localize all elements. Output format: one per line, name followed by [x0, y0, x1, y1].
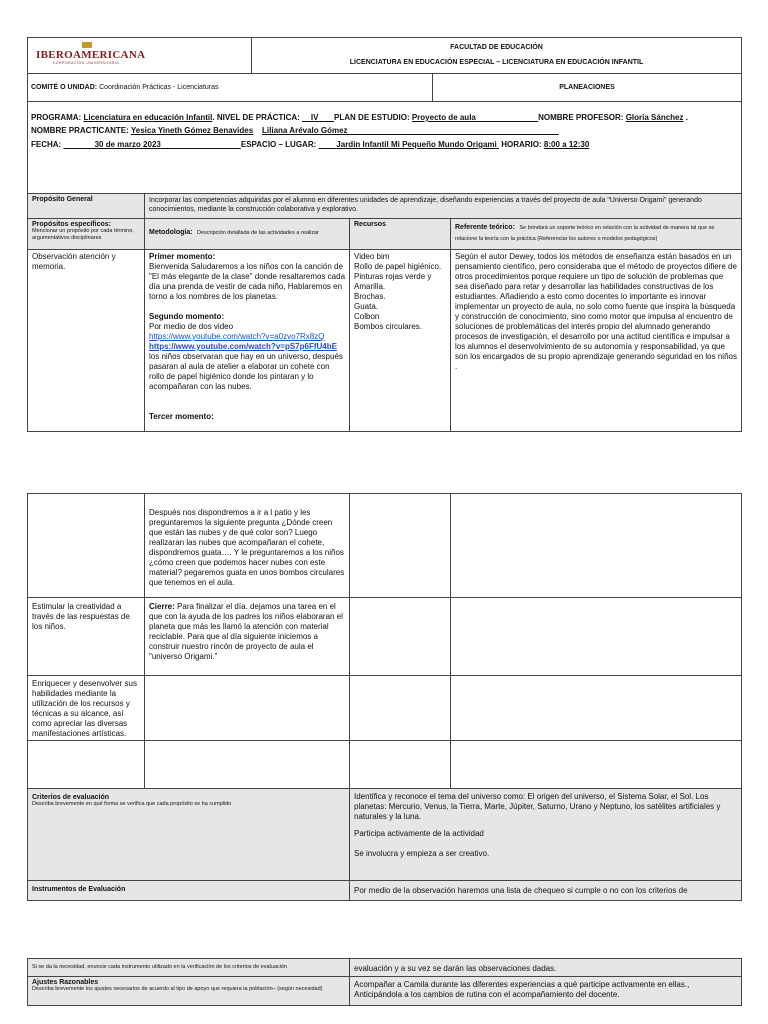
- instrumentos-text-cell: [349, 880, 742, 901]
- recurso-item: Guata.: [354, 302, 379, 311]
- fecha-label: FECHA:: [31, 140, 62, 149]
- recursos-1-cell: [349, 249, 451, 432]
- especificos-hint: Mencionar un propósito por cada término, argumentativos disciplinares: [32, 228, 134, 241]
- metodologia-1: [145, 250, 349, 424]
- info-line-1: PROGRAMA: Licenciatura en educación Infantil. NIVEL DE PRÁCTICA: IV PLAN DE ESTUDIO: Proyecto de aula NOMBRE PROFESOR: Gloria Sánchez .: [31, 113, 688, 122]
- plan-value: Proyecto de aula: [411, 113, 476, 122]
- espacio-label: ESPACIO – LUGAR:: [240, 140, 317, 149]
- info-line-2: [31, 126, 559, 136]
- p2-metodologia-cell-3: [144, 675, 350, 741]
- logo-subtext: CORPORACIÓN UNIVERSITARIA: [52, 61, 120, 65]
- p2-proposito-cell-1: [27, 493, 145, 598]
- p2-referente-cell-3: [450, 675, 742, 741]
- p2-metodologia-cell-1: [144, 493, 350, 598]
- proposito-general-text-cell: [144, 193, 742, 219]
- p2-metodologia-cell-2: [144, 597, 350, 676]
- primer-momento-label: Primer momento:: [149, 252, 216, 261]
- criterios-text-1: Identifica y reconoce el tema del universo como: El origen del universo, el Sistema Solar, el Sol. Los planetas: Mercurio, Venus, la Tierra, Marte, Júpiter, Saturno, Urano y Neptuno, los satélites artificiales y naturales y la luna.: [354, 792, 721, 821]
- horario-value: 8:00 a 12:30: [543, 140, 590, 149]
- info-line-3: [31, 140, 589, 150]
- p2-recursos-cell-2: [349, 597, 451, 676]
- p2-referente-cell-4: [450, 740, 742, 789]
- criterios-text-cell: [349, 788, 742, 881]
- criterios-text-2: Participa activamente de la actividad: [354, 829, 484, 838]
- profesor-value: Gloria Sánchez: [625, 113, 684, 122]
- ajustes-label-cell: [27, 976, 350, 1006]
- committee-label: COMITÉ O UNIDAD:: [31, 84, 98, 91]
- proposito-1-text: Observación atención y memoria.: [32, 252, 116, 271]
- recursos-list: [350, 250, 450, 334]
- metodologia-hint: Descripción detallada de las actividades a realizar: [197, 230, 319, 236]
- referente-label: Referente teórico:: [455, 224, 515, 231]
- metodologia-label: Metodología:: [149, 229, 193, 236]
- metodologia-1-cell: [144, 249, 350, 432]
- recurso-item: Amarilla.: [354, 282, 386, 291]
- committee-field: [31, 84, 219, 91]
- recurso-item: Brochas.: [354, 292, 386, 301]
- p2-proposito-cell-3: [27, 675, 145, 741]
- cierre-text: Para finalizar el día. dejamos una tarea en el que con la ayuda de los padres los niños elaboraran el planeta que más les llamó la atención con material reciclable. Para que al día siguiente iniciemos a construir nuestro rincón de proyecto de aula el "universo Origami.": [149, 602, 343, 661]
- metodologia-header-cell: [144, 218, 350, 250]
- segundo-momento-label: Segundo momento:: [149, 312, 225, 321]
- proposito-general-text: Incorporar las competencias adquiridas por el alumno en diferentes unidades de aprendizaje, diseñando experiencias a través del proyecto de aula "Universo Origami" generando conocimientos, mediante la construcción colaborativa y explorativo.: [149, 197, 702, 213]
- logo-text: IBEROAMERICANA: [36, 49, 146, 61]
- fecha-value: 30 de marzo 2023: [94, 140, 161, 149]
- primer-momento-text: Bienvenida Saludaremos a los niños con la canción de "El más elegante de la clase" donde resaltaremos cada día una prenda de vestir de cada niño, Hablaremos en torno a los nombres de los planetas.: [149, 262, 346, 301]
- p2-recursos-cell-3: [349, 675, 451, 741]
- instrumentos-text: Por medio de la observación haremos una lista de chequeo si cumple o no con los criterios de: [354, 886, 688, 895]
- proposito-general-label-cell: [27, 193, 145, 219]
- p2-metodologia-cell-4: [144, 740, 350, 789]
- faculty-title: FACULTAD DE EDUCACIÓN: [450, 44, 543, 51]
- p2-proposito-cell-4: [27, 740, 145, 789]
- instrumentos-hint: Si se da la necesidad, enuncie cada instrumento utilizado en la verificación de los criterios de evaluación: [32, 964, 287, 970]
- proposito-2-text: Estimular la creatividad a través de las respuestas de los niños.: [32, 602, 130, 631]
- ajustes-text-cell: [349, 976, 742, 1006]
- recurso-item: Colbon: [354, 312, 380, 321]
- horario-label: HORARIO:: [501, 140, 542, 149]
- instrumentos-text-cont: evaluación y a su vez se darán las observaciones dadas.: [354, 964, 557, 973]
- program-line: LICENCIATURA EN EDUCACIÓN ESPECIAL – LICENCIATURA EN EDUCACIÓN INFANTIL: [349, 59, 644, 66]
- instrumentos-label-cell: [27, 880, 350, 901]
- profesor-label: NOMBRE PROFESOR:: [538, 113, 624, 122]
- recursos-header-cell: [349, 218, 451, 250]
- university-logo: [36, 45, 146, 65]
- p2-referente-cell-2: [450, 597, 742, 676]
- practicante-value-2: Liliana Arévalo Gómez: [262, 126, 348, 135]
- recurso-item: Pinturas rojas verde y: [354, 272, 432, 281]
- committee-value: Coordinación Prácticas - Licenciaturas: [99, 84, 219, 91]
- practicante-label: NOMBRE PRACTICANTE:: [31, 126, 129, 135]
- ajustes-text: Acompañar a Camila durante las diferentes experiencias a qué participe activamente en ellas., Anticipándola a los cambios de rutina con el acompañamiento del docente.: [354, 980, 690, 999]
- programa-label: PROGRAMA:: [31, 113, 82, 122]
- ajustes-hint: Describa brevemente los ajustes necesarios de acuerdo al tipo de apoyo que requiera la población– (según necesidad): [32, 986, 323, 992]
- logo-mark-icon: [82, 42, 92, 48]
- header-vdivider-1: [251, 37, 252, 73]
- proposito-1-cell: [27, 249, 145, 432]
- planeaciones-label: PLANEACIONES: [559, 84, 615, 91]
- plan-label: PLAN DE ESTUDIO:: [334, 113, 410, 122]
- especificos-header-cell: [27, 218, 145, 250]
- tercer-momento-label: Tercer momento:: [149, 412, 214, 421]
- video-link-1[interactable]: https://www.youtube.com/watch?v=a0zvo7Rx8zQ: [149, 332, 325, 341]
- metodologia-header: [145, 219, 349, 241]
- recurso-item: Video bim: [354, 252, 390, 261]
- practicante-value: Yesica Yineth Gómez Benavides: [130, 126, 254, 135]
- p2-referente-cell-1: [450, 493, 742, 598]
- segundo-momento-text: Por medio de dos video: [149, 322, 234, 331]
- video-link-2[interactable]: https://www.youtube.com/watch?v=pS7p6FfU4bE: [149, 342, 337, 351]
- referente-text: Según el autor Dewey, todos los métodos de enseñanza están basados en un pensamiento científico, pero consideraba que el método de proyectos difiere de otros procedimientos porque requiere un tipo de solución de problemas que sea diseñado para retar y desarrollar las habilidades constructivas de los estudiantes. Añadiendo a esto como docentes lo importante es innovar implementar un proyecto de aula, no solo como fuente que inspira la búsqueda y construcción de conocimiento, sino como motor que impulsa al encuentro de soluciones de problemáticas del interés propio del alumnado generando procesos de investigación, el desarrollo por una actitud científica e impulsar a los alumnos el desenvolvimiento de su autonomía y responsabilidad, ya que son los encargados de su propio aprendizaje generando seguridad en los niños .: [455, 252, 737, 371]
- p2-recursos-cell-4: [349, 740, 451, 789]
- referente-1-cell: [450, 249, 742, 432]
- p3-instrumentos-cont-cell: [349, 958, 742, 977]
- p2-recursos-cell-1: [349, 493, 451, 598]
- criterios-text-3: Se involucra y empieza a ser creativo.: [354, 849, 490, 858]
- recurso-item: Bombos circulares.: [354, 322, 423, 331]
- referente-hint: Se brindará un soporte teórico en relación con la actividad de manera tal que se relacione la teoría con la práctica (Referenciar los autores o modelos pedagógicos): [455, 225, 715, 242]
- especificos-label: Propósitos específicos:: [32, 221, 111, 228]
- instrumentos-label: Instrumentos de Evaluación: [32, 886, 126, 893]
- proposito-general-label: Propósito General: [32, 196, 93, 203]
- p2-proposito-cell-2: [27, 597, 145, 676]
- criterios-hint: Describa brevemente en qué forma se verifica que cada propósito se ha cumplido: [32, 801, 232, 807]
- header-divider-2: [27, 101, 742, 102]
- referente-header-cell: [450, 218, 742, 250]
- criterios-label-cell: [27, 788, 350, 881]
- programa-value: Licenciatura en educación Infantil: [83, 113, 213, 122]
- header-divider-1: [27, 73, 742, 74]
- p3-hint-cell: [27, 958, 350, 977]
- proposito-3-text: Enriquecer y desenvolver sus habilidades mediante la utilización de los recursos y técnicas a su alcance, así como apreciar las diversas manifestaciones artísticas.: [32, 679, 137, 738]
- recursos-label: Recursos: [354, 221, 386, 228]
- segundo-momento-text-2: los niños observaran que hay en un universo, después pasaran al aula de atelier a elaborar un cohete con rollo de papel higiénico donde los pintaran y lo acompañaran con las nubes.: [149, 352, 343, 391]
- ajustes-label: Ajustes Razonables: [32, 979, 99, 986]
- tercer-momento-text: Después nos dispondremos a ir a l patio y les preguntaremos la siguiente pregunta ¿Dónde creen que están las nubes y de qué color son? Luego realizaran las nubes que acompañaran el cohete, dispondremos guata…. Y le preguntaremos a los niños ¿cómo creen que podemos hacer nubes con este material? pegaremos guata en unos bombos circulares que tenemos en el aula.: [149, 508, 345, 587]
- cierre-block: [145, 598, 349, 664]
- espacio-value: Jardin Infantil Mi Pequeño Mundo Origami: [336, 140, 497, 149]
- nivel-value: IV: [310, 113, 319, 122]
- criterios-label: Criterios de evaluación: [32, 794, 110, 801]
- recurso-item: Rollo de papel higiénico.: [354, 262, 442, 271]
- referente-header: [451, 219, 741, 245]
- cierre-label: Cierre:: [149, 602, 175, 611]
- nivel-label: . NIVEL DE PRÁCTICA:: [212, 113, 300, 122]
